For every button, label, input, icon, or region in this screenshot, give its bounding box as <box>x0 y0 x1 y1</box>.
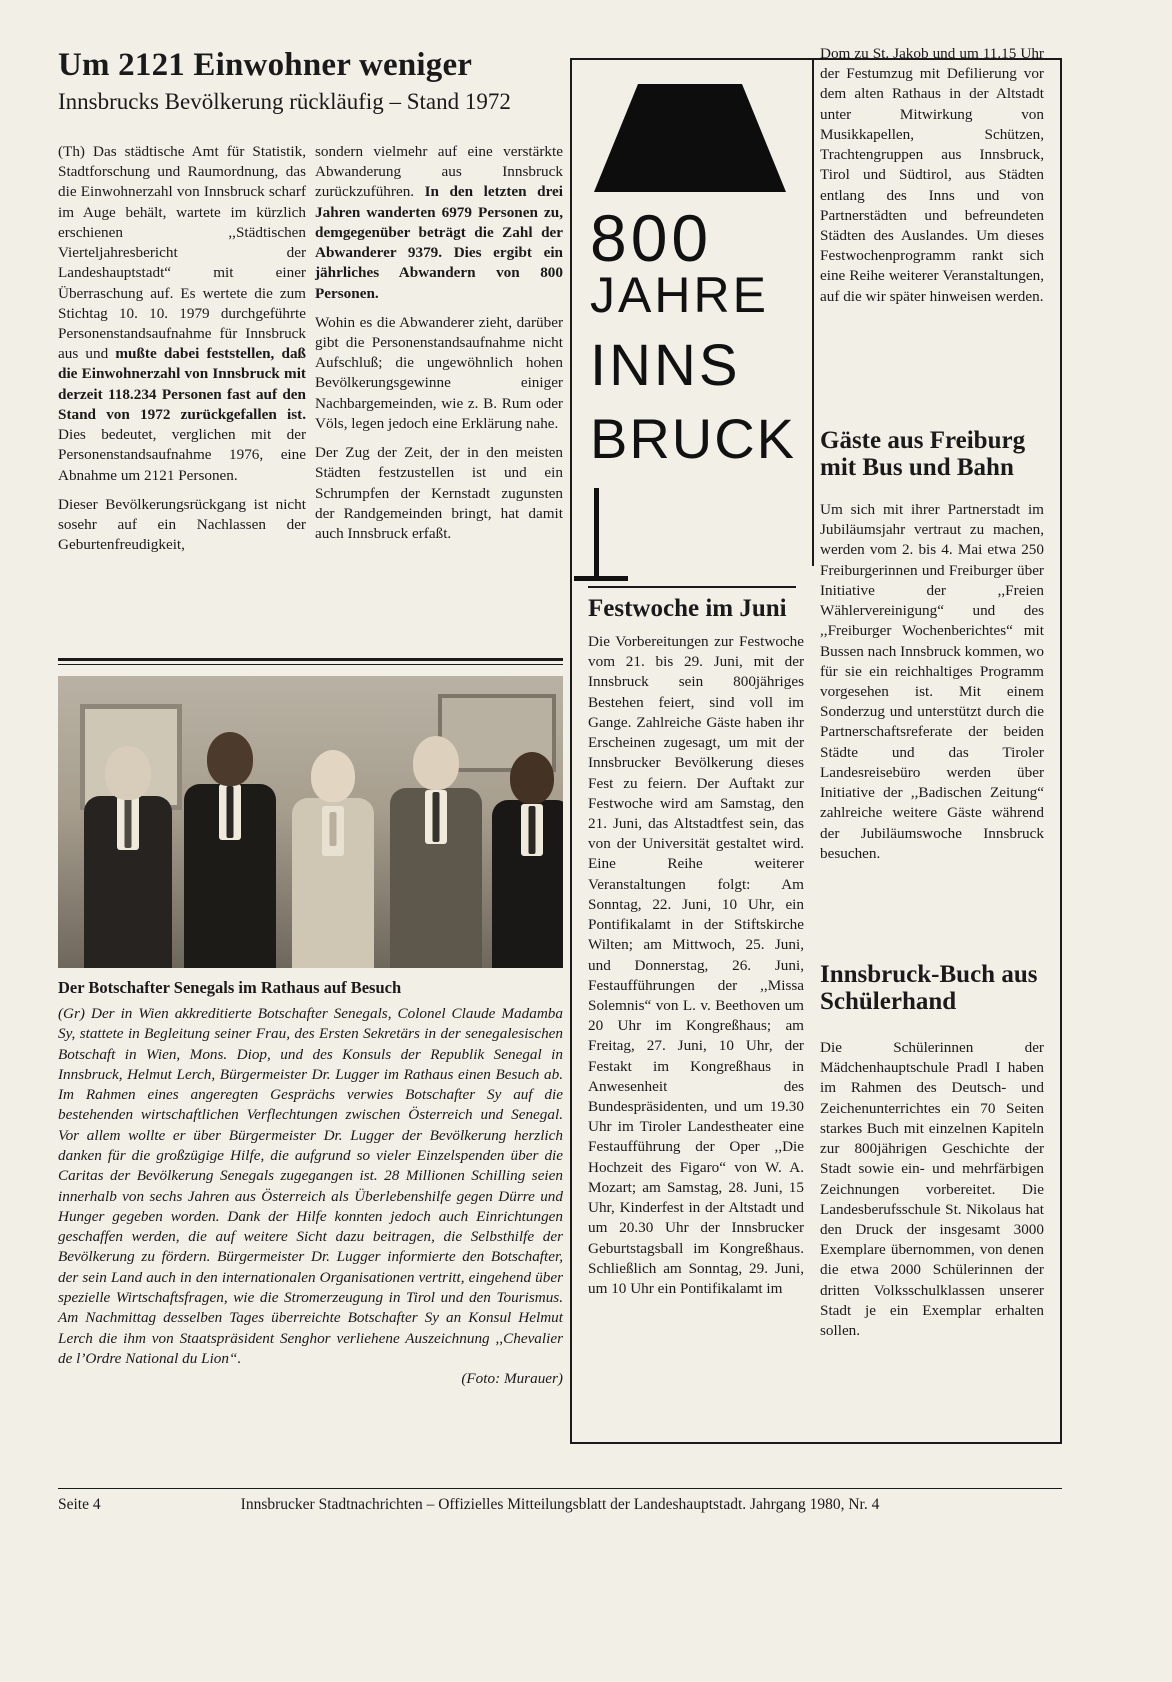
article-subtitle: Innsbrucks Bevölkerung rückläufig – Stand 1972 <box>58 88 511 114</box>
photo-credit: (Foto: Murauer) <box>461 1370 563 1388</box>
press-photo <box>58 676 563 968</box>
photo-person <box>182 736 278 968</box>
divider <box>58 658 563 661</box>
photo-person <box>82 752 174 968</box>
photo-caption-text <box>58 1004 563 1389</box>
paragraph-text: sondern vielmehr auf eine verstärkte Abwanderung aus Innsbruck zurückzuführen. <box>315 143 563 201</box>
article-column-6 <box>820 1038 1044 1341</box>
photo-person <box>290 750 376 968</box>
paragraph: Dieser Bevölkerungsrückgang ist nicht sosehr auf ein Nachlassen der Geburtenfreudigkeit, <box>58 495 306 554</box>
logo-line-inns: INNS <box>590 333 741 398</box>
page-number: Seite 4 <box>58 1496 101 1513</box>
logo-line-800: 800 <box>590 201 713 275</box>
footer-imprint: Innsbrucker Stadtnachrichten – Offizielles Mitteilungsblatt der Landeshauptstadt. Jahrgang 1980, Nr. 4 <box>240 1496 880 1513</box>
paragraph <box>315 142 563 304</box>
paragraph-text: (Th) Das städtische Amt für Statistik, Stadtforschung und Raumordnung, das die Einwohnerzahl von Innsbruck scharf im Auge behält, wartete im kürzlich erschienen ,,Städtischen Vierteljahresbericht der Landeshauptstadt“ mit einer Überraschung auf. Es wertete die zum Stichtag 10. 10. 1979 durchgeführte Personenstandsaufnahme für Innsbruck aus und <box>58 143 306 363</box>
divider <box>58 1488 1062 1489</box>
divider-vertical <box>812 58 814 566</box>
lamp-shade-icon <box>590 80 790 203</box>
paragraph: Wohin es die Abwanderer zieht, darüber gibt die Personenstandsaufnahme nicht Aufschluß; die ungewöhnlich hohen Bevölkerungsgewinne einiger Nachbargemeinden, wie z. B. Rum oder Völs, legen jedoch eine Erklärung nahe. <box>315 313 563 432</box>
section-heading-festwoche: Festwoche im Juni <box>588 595 787 622</box>
page-footer <box>58 1496 1062 1514</box>
divider-horizontal <box>588 586 796 588</box>
article-column-4 <box>820 44 1044 307</box>
paragraph: Dom zu St. Jakob und um 11.15 Uhr der Festumzug mit Defilierung vor dem alten Rathaus in der Altstadt unter Mitwirkung von Musikkapellen, Schützen, Trachtengruppen aus Innsbruck, Tirol und Südtirol, aus Städten entlang des Inns und von Partnerstädten und befreundeten Städten des Auslandes. Um dieses Festwochenprogramm rankt sich eine Reihe weiterer Veranstaltungen, auf die wir später hinweisen werden. <box>820 45 1044 305</box>
anniversary-logo <box>588 70 810 570</box>
photo-person <box>388 740 484 968</box>
photo-caption-title: Der Botschafter Senegals im Rathaus auf Besuch <box>58 978 402 997</box>
paragraph <box>58 142 306 486</box>
paragraph-bold: In den letzten drei Jahren wanderten 6979 Personen zu, demgegenüber beträgt die Zahl der Abwanderer 9379. Dies ergibt ein jährliches Abwandern von 800 Personen. <box>315 183 564 302</box>
article-column-5 <box>820 500 1044 864</box>
article-column-1 <box>58 142 306 564</box>
article-headline-block <box>58 48 558 114</box>
article-column-2 <box>315 142 563 553</box>
section-heading-innsbruck-buch: Innsbruck-Buch aus Schülerhand <box>820 961 1038 1015</box>
lamp-base-icon <box>574 576 628 581</box>
divider <box>58 664 563 665</box>
paragraph: Die Vorbereitungen zur Festwoche vom 21. bis 29. Juni, mit der Innsbruck sein 800jähriges Bestehen feiert, sind voll im Gange. Zahlreiche Gäste haben ihr Erscheinen zugesagt, um mit der Innsbrucker Bevölkerung dieses Fest zu feiern. Der Auftakt zur Festwoche wird am Samstag, den 21. Juni, das Altstadtfest sein, das von der Universität gestaltet wird. Eine Reihe weiterer Veranstaltungen folgt: Am Sonntag, 22. Juni, 10 Uhr, ein Pontifikalamt in der Stiftskirche Wilten; am Mittwoch, 25. Juni, und Donnerstag, 26. Juni, Festaufführungen der ,,Missa Solemnis“ von L. v. Beethoven um 20 Uhr im Kongreßhaus; am Freitag, 27. Juni, 10 Uhr, der Festakt im Kongreßhaus in Anwesenheit des Bundespräsidenten, und um 19.30 Uhr im Tiroler Landestheater eine Festaufführung der Oper ,,Die Hochzeit des Figaro“ von W. A. Mozart; am Samstag, 28. Juni, 15 Uhr, Kinderfest in der Altstadt und um 20.30 Uhr der Innsbrucker Geburtstagsball im Kongreßhaus. Schließlich am Sonntag, 29. Juni, um 10 Uhr ein Pontifikalamt im <box>588 633 804 1297</box>
paragraph-bold: mußte dabei feststellen, daß die Einwohnerzahl von Innsbruck mit derzeit 118.234 Personen fast auf den Stand von 1972 zurückgefallen ist. <box>58 345 306 423</box>
paragraph: Der Zug der Zeit, der in den meisten Städten festzustellen ist und ein Schrumpfen der Kernstadt zugunsten der Randgemeinden bringt, hat damit auch Innsbruck erfaßt. <box>315 444 563 542</box>
photo-person <box>490 754 563 968</box>
caption-body-text: (Gr) Der in Wien akkreditierte Botschafter Senegals, Colonel Claude Madamba Sy, stattete in Begleitung seiner Frau, des Ersten Sekretärs in der senegalesischen Botschaft in Wien, Mons. Diop, und des Konsuls der Republik Senegal in Innsbruck, Helmut Lerch, Bürgermeister Dr. Lugger im Rathaus einen Besuch ab. Im Rahmen eines angeregten Gesprächs verwies Botschafter Sy auf die bestehenden wirtschaftlichen Verflechtungen zwischen Österreich und Senegal. Vor allem wollte er über Bürgermeister Dr. Lugger der Bevölkerung herzlich danken für die großzügige Hilfe, die aufgrund so vieler Einzelspenden über die Caritas der Bevölkerung Senegals zugegangen ist. 28 Millionen Schilling seien innerhalb von sechs Jahren aus Österreich als Überlebenshilfe gegen Dürre und Hunger gegeben worden. Dank der Hilfe konnten jedoch auch Einrichtungen geschaffen werden, die auf weitere Sicht dazu beitragen, die Selbsthilfe der Bevölkerung zu fördern. Bürgermeister Dr. Lugger informierte den Botschafter, der sein Land auch in den internationalen Organisationen vertritt, eingehend über spezielle Wirtschaftsfragen, wie die Stromerzeugung in Tirol und den Tourismus. Am Nachmittag desselben Tages überreichte Botschafter Sy an Konsul Helmut Lerch die ihm von Staatspräsident Senghor verliehene Auszeichnung ,,Chevalier de l’Ordre National du Lion“. <box>58 1005 563 1367</box>
paragraph: Um sich mit ihrer Partnerstadt im Jubiläumsjahr vertraut zu machen, werden vom 2. bis 4. Mai etwa 250 Freiburgerinnen und Freiburger über Initiative der ,,Freien Wählervereinigung“ und des ,,Freiburger Wochenberichtes“ mit Bussen nach Innsbruck kommen, wo für sie ein reichhaltiges Programm vorgesehen ist. Mit einem Sonderzug und unterstützt durch die Partnerschaftsreferate der beiden Städte und das Tiroler Landesreisebüro werden über Initiative der ,,Badischen Zeitung“ zahlreiche weitere Gäste während der Jubiläumswoche Innsbruck besuchen. <box>820 501 1044 862</box>
article-column-3 <box>588 632 804 1299</box>
lamp-stem-icon <box>594 488 599 576</box>
paragraph-text-end: Dies bedeutet, verglichen mit der Personenstandsaufnahme 1976, eine Abnahme um 2121 Personen. <box>58 426 306 484</box>
logo-line-jahre: JAHRE <box>590 267 769 323</box>
section-heading-gaeste: Gäste aus Freiburg mit Bus und Bahn <box>820 427 1026 481</box>
page-title: Um 2121 Einwohner weniger <box>58 47 473 83</box>
logo-line-bruck: BRUCK <box>590 407 797 470</box>
paragraph: Die Schülerinnen der Mädchenhauptschule Pradl I haben im Rahmen des Deutsch- und Zeichenunterrichtes ein 70 Seiten starkes Buch mit einzelnen Kapiteln zur 800jährigen Geschichte der Stadt sowie ein- und mehrfärbigen Zeichnungen vorbereitet. Die Landesberufsschule St. Nikolaus hat den Druck der insgesamt 3000 Exemplare übernommen, von denen die etwa 2000 Schülerinnen der dritten Volksschulklassen unserer Stadt je ein Exemplar erhalten sollen. <box>820 1039 1044 1340</box>
